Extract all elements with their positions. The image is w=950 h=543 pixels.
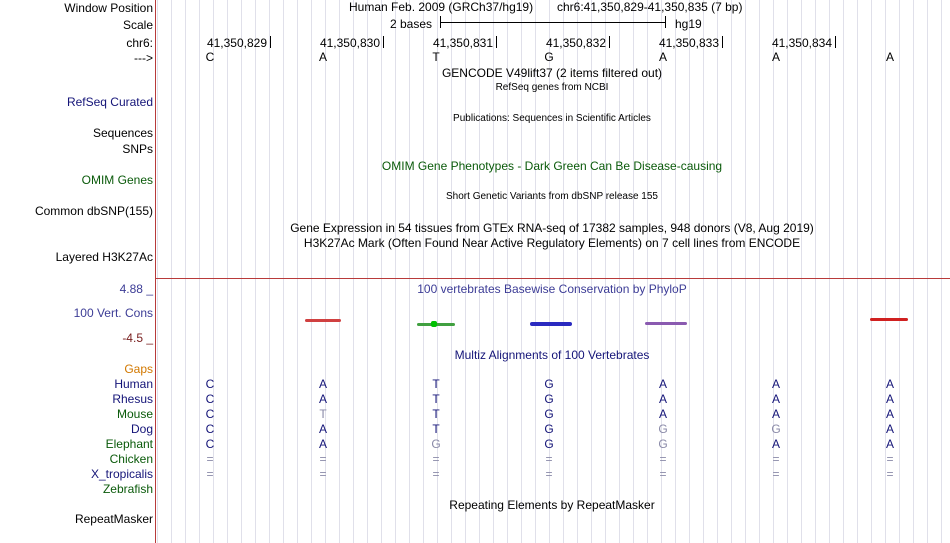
alignment-base: =	[432, 467, 440, 481]
dbsnp-track-title[interactable]: Short Genetic Variants from dbSNP release 155	[446, 191, 658, 202]
repeatmasker-track-label[interactable]: RepeatMasker	[74, 512, 153, 526]
species-label: Mouse	[116, 407, 153, 421]
grid-line	[801, 0, 802, 543]
phylop-mark-4	[530, 322, 572, 326]
alignment-base: A	[885, 407, 894, 421]
alignment-base: =	[545, 452, 553, 466]
grid-line	[913, 0, 914, 543]
alignment-base: A	[885, 377, 894, 391]
strand-label: --->	[134, 51, 153, 65]
species-label: Elephant	[105, 437, 153, 451]
coordinate-label: 41,350,833	[658, 36, 719, 50]
refseq-track-title[interactable]: RefSeq genes from NCBI	[495, 82, 609, 93]
grid-line	[843, 0, 844, 543]
refseq-track-label[interactable]: RefSeq Curated	[66, 95, 153, 109]
coordinate-label: 41,350,832	[545, 36, 606, 50]
alignment-base: G	[431, 437, 441, 451]
pubs-track-title[interactable]: Publications: Sequences in Scientific Articles	[453, 113, 651, 124]
alignment-base: C	[205, 377, 215, 391]
alignment-base: A	[771, 437, 780, 451]
grid-line	[227, 0, 228, 543]
alignment-base: A	[658, 377, 667, 391]
scale-tick-right	[665, 16, 666, 28]
alignment-base: A	[771, 407, 780, 421]
grid-line	[633, 0, 634, 543]
alignment-base: =	[886, 452, 894, 466]
track-divider	[155, 278, 950, 279]
grid-line	[759, 0, 760, 543]
alignment-base: A	[771, 377, 780, 391]
alignment-base: =	[432, 452, 440, 466]
grid-line	[479, 0, 480, 543]
window-position-label: Window Position	[64, 1, 153, 15]
coordinate-tick	[383, 36, 384, 48]
alignment-base: T	[319, 407, 327, 421]
reference-base: A	[658, 50, 667, 64]
species-label: Human	[114, 377, 153, 391]
grid-line	[381, 0, 382, 543]
gtex-track-title[interactable]: Gene Expression in 54 tissues from GTEx RNA-seq of 17382 samples, 948 donors (V8, Aug 2019)	[290, 221, 814, 235]
h3k27ac-track-title[interactable]: H3K27Ac Mark (Often Found Near Active Regulatory Elements) on 7 cell lines from ENCODE	[303, 236, 801, 250]
alignment-base: A	[318, 437, 327, 451]
alignment-base: A	[318, 377, 327, 391]
grid-line	[675, 0, 676, 543]
species-label: X_tropicalis	[90, 467, 153, 481]
grid-line	[367, 0, 368, 543]
alignment-base: =	[659, 452, 667, 466]
species-label: Zebrafish	[102, 482, 153, 496]
alignment-base: =	[772, 452, 780, 466]
grid-line	[465, 0, 466, 543]
repeatmasker-track-title[interactable]: Repeating Elements by RepeatMasker	[449, 498, 655, 512]
coordinate-tick	[835, 36, 836, 48]
grid-line	[171, 0, 172, 543]
grid-line	[927, 0, 928, 543]
alignment-base: G	[771, 422, 781, 436]
alignment-base: C	[205, 392, 215, 406]
db-text: hg19	[675, 17, 702, 31]
gaps-label: Gaps	[124, 362, 153, 376]
alignment-base: C	[205, 407, 215, 421]
alignment-base: =	[206, 467, 214, 481]
grid-line	[353, 0, 354, 543]
grid-line	[899, 0, 900, 543]
grid-line	[423, 0, 424, 543]
scale-label: Scale	[122, 18, 153, 32]
alignment-base: T	[432, 377, 440, 391]
species-label: Dog	[130, 422, 153, 436]
species-label: Rhesus	[112, 392, 153, 406]
scale-tick-left	[440, 16, 441, 28]
alignment-base: A	[885, 392, 894, 406]
phylop-track-title[interactable]: 100 vertebrates Basewise Conservation by PhyloP	[417, 282, 687, 296]
coordinate-tick	[609, 36, 610, 48]
reference-base: A	[771, 50, 780, 64]
grid-line	[269, 0, 270, 543]
alignment-base: A	[318, 422, 327, 436]
grid-line	[829, 0, 830, 543]
grid-line	[745, 0, 746, 543]
reference-base: T	[432, 50, 440, 64]
position-text: chr6:41,350,829-41,350,835 (7 bp)	[557, 0, 743, 14]
alignment-base: A	[771, 392, 780, 406]
grid-line	[395, 0, 396, 543]
alignment-base: =	[772, 467, 780, 481]
grid-line	[339, 0, 340, 543]
alignment-base: A	[885, 422, 894, 436]
reference-base: A	[318, 50, 327, 64]
grid-line	[689, 0, 690, 543]
omim-track-title[interactable]: OMIM Gene Phenotypes - Dark Green Can Be Disease-causing	[381, 159, 723, 173]
assembly-text: Human Feb. 2009 (GRCh37/hg19)	[349, 0, 534, 14]
grid-line	[815, 0, 816, 543]
grid-line	[619, 0, 620, 543]
alignment-base: =	[319, 452, 327, 466]
reference-base: G	[544, 50, 554, 64]
sequences-track-label[interactable]: Sequences	[92, 126, 153, 140]
scale-text: 2 bases	[390, 17, 433, 31]
reference-base: C	[205, 50, 215, 64]
grid-line	[703, 0, 704, 543]
alignment-base: A	[658, 392, 667, 406]
alignment-base: G	[658, 437, 668, 451]
omim-track-label[interactable]: OMIM Genes	[81, 173, 153, 187]
coordinate-tick	[722, 36, 723, 48]
grid-line	[787, 0, 788, 543]
grid-line	[255, 0, 256, 543]
phylop-track-label[interactable]: 100 Vert. Cons	[73, 306, 153, 320]
alignment-base: G	[544, 422, 554, 436]
phylop-min-label: -4.5 _	[122, 331, 153, 345]
grid-line	[311, 0, 312, 543]
snps-track-label[interactable]: SNPs	[122, 142, 153, 156]
phylop-mark-5	[645, 322, 687, 325]
alignment-base: G	[658, 422, 668, 436]
alignment-base: A	[318, 392, 327, 406]
alignment-base: G	[544, 377, 554, 391]
label-separator	[155, 0, 156, 543]
alignment-base: A	[885, 437, 894, 451]
grid-line	[409, 0, 410, 543]
grid-line	[451, 0, 452, 543]
grid-line	[647, 0, 648, 543]
scale-bar	[440, 22, 666, 23]
alignment-base: T	[432, 392, 440, 406]
coordinate-tick	[270, 36, 271, 48]
grid-line	[185, 0, 186, 543]
alignment-base: =	[659, 467, 667, 481]
phylop-mark-7	[870, 318, 908, 321]
coordinate-label: 41,350,830	[319, 36, 380, 50]
alignment-base: A	[658, 407, 667, 421]
species-label: Chicken	[109, 452, 153, 466]
grid-line	[241, 0, 242, 543]
multiz-track-title[interactable]: Multiz Alignments of 100 Vertebrates	[454, 348, 650, 362]
grid-line	[283, 0, 284, 543]
grid-line	[731, 0, 732, 543]
alignment-base: =	[319, 467, 327, 481]
coordinate-label: 41,350,834	[771, 36, 832, 50]
phylop-mark-3-dot	[431, 321, 437, 327]
alignment-base: G	[544, 437, 554, 451]
reference-base: A	[885, 50, 894, 64]
grid-line	[493, 0, 494, 543]
chrom-label: chr6:	[126, 36, 153, 50]
dbsnp-track-label[interactable]: Common dbSNP(155)	[34, 204, 153, 218]
grid-line	[157, 0, 158, 543]
grid-line	[941, 0, 942, 543]
grid-line	[199, 0, 200, 543]
grid-line	[871, 0, 872, 543]
alignment-base: T	[432, 407, 440, 421]
grid-line	[717, 0, 718, 543]
alignment-base: =	[886, 467, 894, 481]
alignment-base: =	[206, 452, 214, 466]
coordinate-label: 41,350,829	[206, 36, 267, 50]
grid-line	[857, 0, 858, 543]
h3k27ac-track-label[interactable]: Layered H3K27Ac	[55, 250, 153, 264]
coordinate-label: 41,350,831	[432, 36, 493, 50]
grid-line	[297, 0, 298, 543]
gencode-track-title[interactable]: GENCODE V49lift37 (2 items filtered out)	[441, 66, 663, 80]
alignment-base: C	[205, 422, 215, 436]
alignment-base: T	[432, 422, 440, 436]
coordinate-tick	[496, 36, 497, 48]
alignment-base: G	[544, 407, 554, 421]
alignment-base: G	[544, 392, 554, 406]
alignment-base: C	[205, 437, 215, 451]
alignment-base: =	[545, 467, 553, 481]
phylop-max-label: 4.88 _	[119, 282, 153, 296]
phylop-mark-2	[305, 319, 341, 322]
